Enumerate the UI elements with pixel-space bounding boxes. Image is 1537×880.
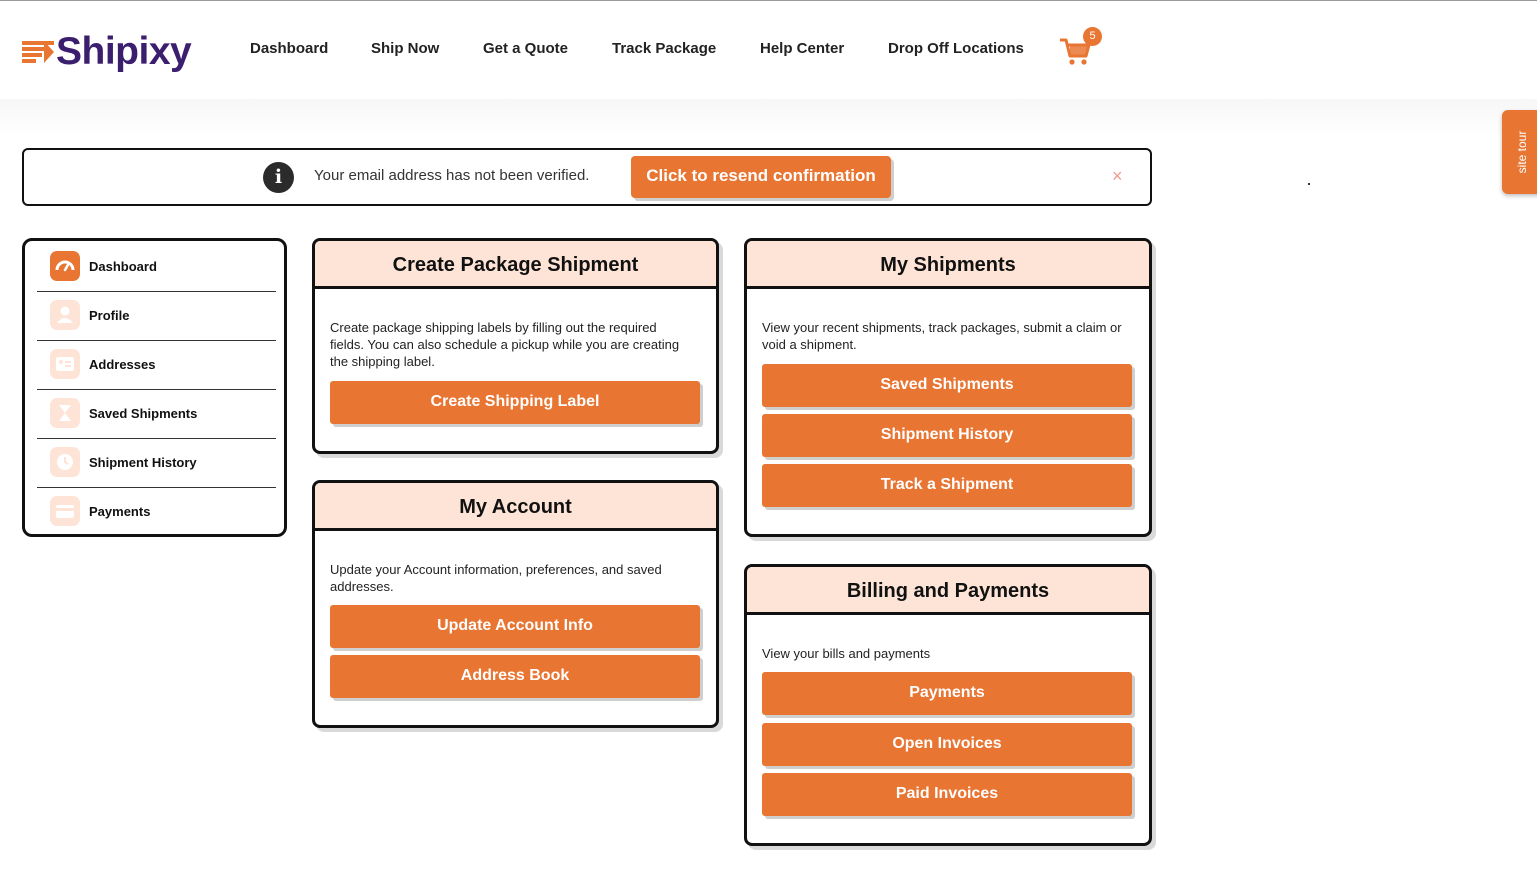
clock-icon xyxy=(50,447,80,477)
sidebar-item-label: Payments xyxy=(89,504,151,519)
info-icon: i xyxy=(263,162,294,193)
nav-track-package[interactable]: Track Package xyxy=(612,40,717,57)
sidebar-item-saved-shipments[interactable] xyxy=(37,390,276,439)
dashboard-gauge-icon xyxy=(50,251,80,281)
create-shipment-card xyxy=(312,238,719,454)
sidebar-item-label: Dashboard xyxy=(89,259,157,274)
nav-help-center[interactable]: Help Center xyxy=(760,40,845,57)
nav-drop-off-locations[interactable]: Drop Off Locations xyxy=(888,40,1024,57)
cart-count-badge: 5 xyxy=(1083,27,1102,46)
alert-message: Your email address has not been verified. xyxy=(314,167,590,184)
card-description: View your bills and payments xyxy=(762,646,931,661)
close-icon[interactable]: × xyxy=(1112,166,1123,186)
email-verification-alert xyxy=(22,148,1152,206)
card-title: Create Package Shipment xyxy=(315,241,716,289)
card-title: My Account xyxy=(315,483,716,531)
card-description: Create package shipping labels by filling out the required fields. You can also schedule a pickup while you are creating the shipping label. xyxy=(330,320,680,369)
header-shadow-band xyxy=(0,99,1537,139)
site-tour-label: site tour xyxy=(1515,130,1529,174)
card-title: Billing and Payments xyxy=(747,567,1149,615)
sidebar-item-label: Profile xyxy=(89,308,130,323)
update-account-info-button[interactable]: Update Account Info xyxy=(330,605,700,648)
sidebar-item-shipment-history[interactable] xyxy=(37,439,276,488)
open-invoices-button[interactable]: Open Invoices xyxy=(762,723,1132,766)
my-shipments-card xyxy=(744,238,1152,537)
card-description: Update your Account information, preferences, and saved addresses. xyxy=(330,562,662,594)
sidebar-item-payments[interactable] xyxy=(37,488,276,537)
card-title: My Shipments xyxy=(747,241,1149,289)
paid-invoices-button[interactable]: Paid Invoices xyxy=(762,773,1132,816)
card-description: View your recent shipments, track packages, submit a claim or void a shipment. xyxy=(762,320,1122,352)
sidebar-item-dashboard[interactable] xyxy=(37,243,276,292)
nav-get-a-quote[interactable]: Get a Quote xyxy=(483,40,569,57)
address-card-icon xyxy=(50,349,80,379)
create-shipping-label-button[interactable]: Create Shipping Label xyxy=(330,381,700,424)
logo[interactable] xyxy=(22,27,191,75)
logo-text: Shipixy xyxy=(56,29,192,73)
saved-shipments-button[interactable]: Saved Shipments xyxy=(762,364,1132,407)
sidebar xyxy=(22,238,287,537)
resend-confirmation-button[interactable]: Click to resend confirmation xyxy=(631,156,891,198)
stray-dot xyxy=(1308,183,1310,185)
shipment-history-button[interactable]: Shipment History xyxy=(762,414,1132,457)
nav-dashboard[interactable]: Dashboard xyxy=(250,40,329,57)
sidebar-item-addresses[interactable] xyxy=(37,341,276,390)
logo-speed-lines-icon xyxy=(22,36,54,66)
sidebar-item-label: Addresses xyxy=(89,357,156,372)
sidebar-item-profile[interactable] xyxy=(37,292,276,341)
site-tour-tab[interactable] xyxy=(1502,110,1537,194)
billing-payments-card xyxy=(744,564,1152,846)
address-book-button[interactable]: Address Book xyxy=(330,655,700,698)
nav-ship-now[interactable]: Ship Now xyxy=(371,40,440,57)
my-account-card xyxy=(312,480,719,728)
user-icon xyxy=(50,300,80,330)
credit-card-icon xyxy=(50,496,80,526)
hourglass-icon xyxy=(50,398,80,428)
track-a-shipment-button[interactable]: Track a Shipment xyxy=(762,464,1132,507)
sidebar-item-label: Saved Shipments xyxy=(89,406,198,421)
payments-button[interactable]: Payments xyxy=(762,672,1132,715)
site-header xyxy=(0,1,1537,99)
sidebar-item-label: Shipment History xyxy=(89,455,197,470)
